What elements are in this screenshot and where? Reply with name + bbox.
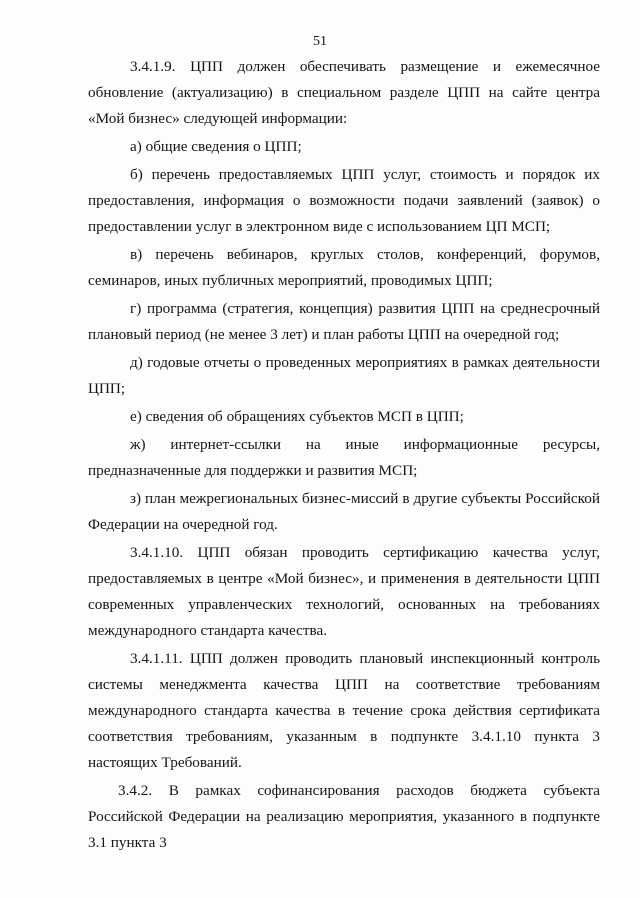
paragraph-3-4-1-11: 3.4.1.11. ЦПП должен проводить плановый инспекционный контроль системы менеджмента качества ЦПП на соответствие требованиям международного стандарта качества в течение срока действия сертификата соответствия требованиям, указанным в подпункте 3.4.1.10 пункта 3 настоящих Требований.: [88, 650, 600, 771]
paragraph-3-4-2: 3.4.2. В рамках софинансирования расходов бюджета субъекта Российской Федерации на реализацию мероприятия, указанного в подпункте 3.1 пункта 3: [88, 782, 600, 851]
page-number: 51: [313, 34, 327, 49]
list-item-d: д) годовые отчеты о проведенных мероприятиях в рамках деятельности ЦПП;: [88, 354, 600, 397]
list-item-g: г) программа (стратегия, концепция) развития ЦПП на среднесрочный плановый период (не менее 3 лет) и план работы ЦПП на очередной год;: [88, 300, 600, 343]
list-item-v: в) перечень вебинаров, круглых столов, конференций, форумов, семинаров, иных публичных мероприятий, проводимых ЦПП;: [88, 246, 600, 289]
list-item-a: а) общие сведения о ЦПП;: [130, 138, 302, 155]
paragraph-3-4-1-9: 3.4.1.9. ЦПП должен обеспечивать размещение и ежемесячное обновление (актуализацию) в специальном разделе ЦПП на сайте центра «Мой бизнес» следующей информации:: [88, 58, 600, 127]
list-item-e: е) сведения об обращениях субъектов МСП в ЦПП;: [130, 408, 464, 425]
list-item-z: з) план межрегиональных бизнес-миссий в другие субъекты Российской Федерации на очередной год.: [88, 490, 600, 533]
paragraph-3-4-1-10: 3.4.1.10. ЦПП обязан проводить сертификацию качества услуг, предоставляемых в центре «Мой бизнес», и применения в деятельности ЦПП современных управленческих технологий, основанных на требованиях международного стандарта качества.: [88, 544, 600, 639]
list-item-zh: ж) интернет-ссылки на иные информационные ресурсы, предназначенные для поддержки и развития МСП;: [88, 436, 600, 479]
list-item-b: б) перечень предоставляемых ЦПП услуг, стоимость и порядок их предоставления, информация о возможности подачи заявлений (заявок) о предоставлении услуг в электронном виде с использованием ЦП МСП;: [88, 166, 600, 235]
document-body: [88, 54, 600, 858]
